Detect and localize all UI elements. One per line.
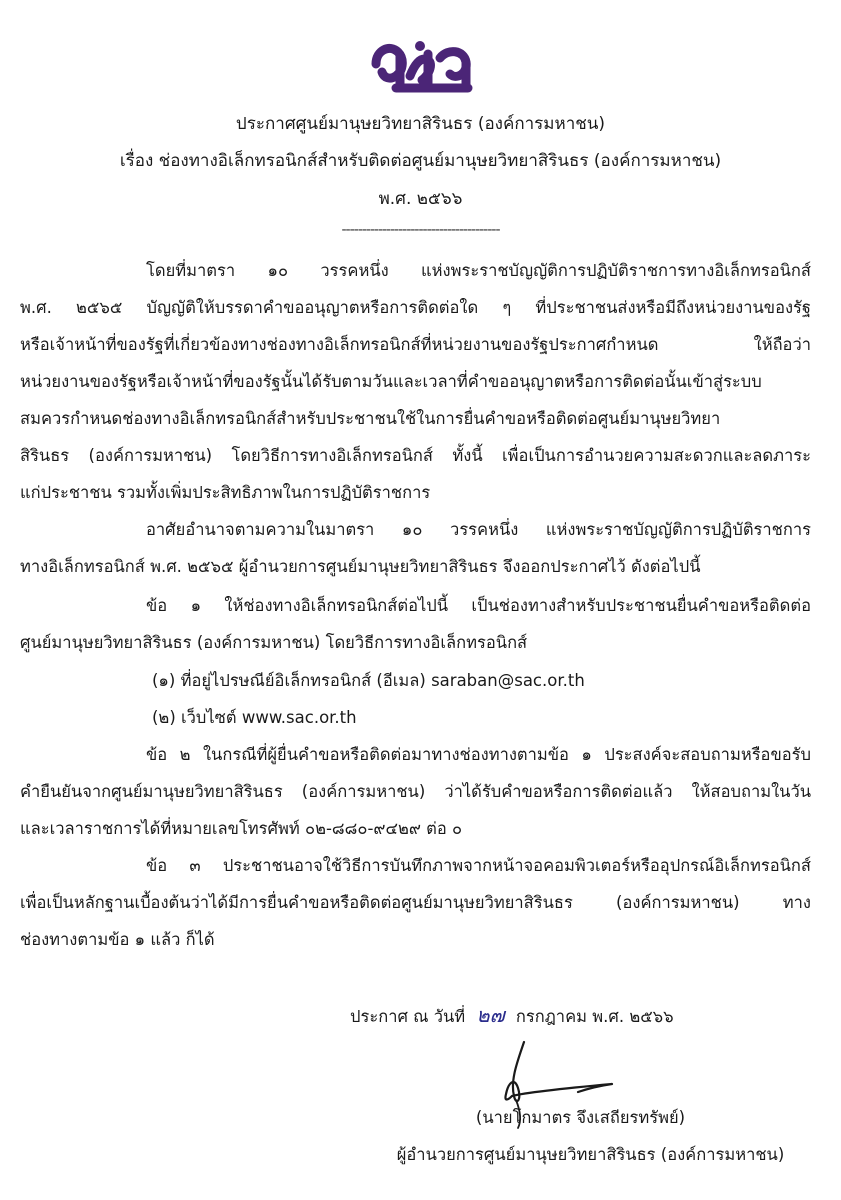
clause-1-line: ข้อ ๑ ให้ช่องทางอิเล็กทรอนิกส์ต่อไปนี้ เป็นช่องทางสำหรับประชาชนยื่นคำขอหรือติดต่อ xyxy=(146,596,811,615)
date-prefix: ประกาศ ณ วันที่ xyxy=(350,1007,466,1026)
clause-2-line: และเวลาราชการได้ที่หมายเลขโทรศัพท์ ๐๒-๘๘๐-๙๔๒๙ ต่อ ๐ xyxy=(20,819,463,838)
clause-3-line: ข้อ ๓ ประชาชนอาจใช้วิธีการบันทึกภาพจากหน้าจอคอมพิวเตอร์หรืออุปกรณ์อิเล็กทรอนิกส์ xyxy=(146,856,811,875)
signer-name: (นายโกมาตร จึงเสถียรทรัพย์) xyxy=(475,1108,686,1127)
announcement-year: พ.ศ. ๒๕๖๖ xyxy=(378,189,463,209)
paragraph-1-line: พ.ศ. ๒๕๖๕ บัญญัติให้บรรดาคำขออนุญาตหรือการติดต่อใด ๆ ที่ประชาชนส่งหรือมีถึงหน่วยงานของรัฐ xyxy=(20,298,811,317)
email-channel-item: (๑) ที่อยู่ไปรษณีย์อิเล็กทรอนิกส์ (อีเมล) saraban@sac.or.th xyxy=(152,671,585,690)
clause-3-line: เพื่อเป็นหลักฐานเบื้องต้นว่าได้มีการยื่นคำขอหรือติดต่อศูนย์มานุษยวิทยาสิรินธร (องค์การมหาชน) ทาง xyxy=(20,893,811,912)
paragraph-2-line: อาศัยอำนาจตามความในมาตรา ๑๐ วรรคหนึ่ง แห่งพระราชบัญญัติการปฏิบัติราชการ xyxy=(146,520,811,539)
paragraph-1-line: หน่วยงานของรัฐหรือเจ้าหน้าที่ของรัฐนั้นได้รับตามวันและเวลาที่คำขออนุญาตหรือการติดต่อนั้นเข้าสู่ระบบ xyxy=(20,372,762,391)
organization-logo xyxy=(368,36,474,96)
announcement-subject: เรื่อง ช่องทางอิเล็กทรอนิกส์สำหรับติดต่อศูนย์มานุษยวิทยาสิรินธร (องค์การมหาชน) xyxy=(119,151,722,171)
paragraph-2-line: ทางอิเล็กทรอนิกส์ พ.ศ. ๒๕๖๕ ผู้อำนวยการศูนย์มานุษยวิทยาสิรินธร จึงออกประกาศไว้ ดังต่อไปนี้ xyxy=(20,557,701,576)
paragraph-1-line: สมควรกำหนดช่องทางอิเล็กทรอนิกส์สำหรับประชาชนใช้ในการยื่นคำขอหรือติดต่อศูนย์มานุษยวิทยา xyxy=(20,409,721,428)
website-channel-item: (๒) เว็บไซต์ www.sac.or.th xyxy=(152,708,357,727)
paragraph-1-line: โดยที่มาตรา ๑๐ วรรคหนึ่ง แห่งพระราชบัญญัติการปฏิบัติราชการทางอิเล็กทรอนิกส์ xyxy=(146,261,811,280)
paragraph-1-line: แก่ประชาชน รวมทั้งเพิ่มประสิทธิภาพในการปฏิบัติราชการ xyxy=(20,483,431,502)
date-suffix: กรกฎาคม พ.ศ. ๒๕๖๖ xyxy=(515,1007,674,1026)
clause-3-line: ช่องทางตามข้อ ๑ แล้ว ก็ได้ xyxy=(20,930,215,949)
paragraph-1-line: สิรินธร (องค์การมหาชน) โดยวิธีการทางอิเล็กทรอนิกส์ ทั้งนี้ เพื่อเป็นการอำนวยความสะดวกและลดภาระ xyxy=(20,446,811,465)
clause-2-line: คำยืนยันจากศูนย์มานุษยวิทยาสิรินธร (องค์การมหาชน) ว่าได้รับคำขอหรือการติดต่อแล้ว ให้สอบถามในวัน xyxy=(20,782,811,801)
clause-2-line: ข้อ ๒ ในกรณีที่ผู้ยื่นคำขอหรือติดต่อมาทางช่องทางตามข้อ ๑ ประสงค์จะสอบถามหรือขอรับ xyxy=(146,745,811,764)
clause-1-line: ศูนย์มานุษยวิทยาสิรินธร (องค์การมหาชน) โดยวิธีการทางอิเล็กทรอนิกส์ xyxy=(20,633,528,652)
handwritten-day: ๒๗ xyxy=(476,1003,505,1027)
signer-position: ผู้อำนวยการศูนย์มานุษยวิทยาสิรินธร (องค์การมหาชน) xyxy=(396,1145,785,1164)
separator-line: --------------------------------------- xyxy=(341,222,500,238)
paragraph-1-line: หรือเจ้าหน้าที่ของรัฐที่เกี่ยวข้องทางช่องทางอิเล็กทรอนิกส์ที่หน่วยงานของรัฐประกาศกำหนด ให้ถือว่า xyxy=(20,335,811,354)
announcement-title: ประกาศศูนย์มานุษยวิทยาสิรินธร (องค์การมหาชน) xyxy=(235,114,606,134)
announcement-date xyxy=(350,999,674,1031)
